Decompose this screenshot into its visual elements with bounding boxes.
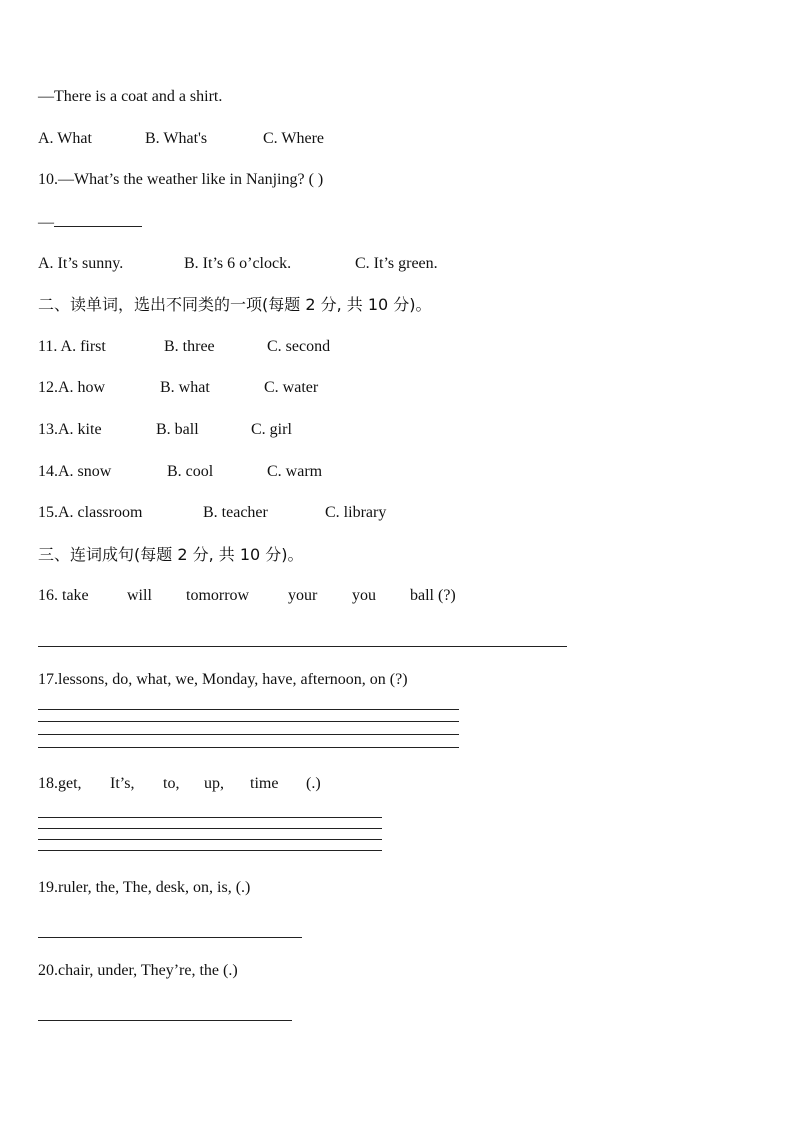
- q14-option-a: 14.A. snow: [38, 463, 112, 480]
- q18-answer-line-1[interactable]: [38, 817, 382, 818]
- q12-option-b: B. what: [160, 379, 210, 396]
- q18-word-3: to,: [163, 775, 180, 792]
- q16-word-4: your: [288, 587, 318, 604]
- q10-option-c: C. It’s green.: [355, 255, 438, 272]
- q18-answer-line-3[interactable]: [38, 839, 382, 840]
- q20-answer-line[interactable]: [38, 1020, 292, 1021]
- q14-row: [38, 462, 322, 482]
- q18-answer-line-4[interactable]: [38, 850, 382, 851]
- q18-word-5: time: [250, 775, 279, 792]
- q9-options: [38, 129, 324, 149]
- q9-option-c: C. Where: [263, 130, 325, 147]
- q15-option-b: B. teacher: [203, 504, 268, 521]
- q18-word-4: up,: [204, 775, 224, 792]
- section2-heading: 二、读单词，选出不同类的一项(每题 2 分, 共 10 分)。: [38, 295, 432, 314]
- q12-option-c: C. water: [264, 379, 319, 396]
- q16-word-3: tomorrow: [186, 587, 250, 604]
- q17-words: 17.lessons, do, what, we, Monday, have, afternoon, on (?): [38, 671, 408, 688]
- q9-option-a: A. What: [38, 130, 92, 147]
- q18-word-2: It’s,: [110, 775, 135, 792]
- q13-option-b: B. ball: [156, 421, 199, 438]
- q10-option-b: B. It’s 6 o’clock.: [184, 255, 292, 272]
- q10-option-a: A. It’s sunny.: [38, 255, 124, 272]
- q12-option-a: 12.A. how: [38, 379, 106, 396]
- q10-answer-line: [38, 212, 142, 233]
- q18-answer-line-2[interactable]: [38, 828, 382, 829]
- q16-words: [38, 586, 456, 606]
- q9-option-b: B. What's: [145, 130, 208, 147]
- q19-answer-line[interactable]: [38, 937, 302, 938]
- q17-answer-line-4[interactable]: [38, 747, 459, 748]
- q18-word-1: 18.get,: [38, 775, 82, 792]
- q10-options: [38, 254, 438, 274]
- q16-word-2: will: [127, 587, 152, 604]
- q12-row: [38, 378, 318, 398]
- q13-option-a: 13.A. kite: [38, 421, 102, 438]
- q16-word-6: ball (?): [410, 587, 456, 604]
- q16-word-1: 16. take: [38, 587, 89, 604]
- q10-blank[interactable]: [54, 212, 142, 227]
- q11-option-a: 11. A. first: [38, 338, 106, 355]
- q20-words: 20.chair, under, They’re, the (.): [38, 962, 238, 979]
- q10-prompt: 10.—What’s the weather like in Nanjing? ( ): [38, 171, 324, 188]
- q14-option-b: B. cool: [167, 463, 214, 480]
- q18-words: [38, 774, 321, 794]
- q13-row: [38, 420, 292, 440]
- q11-option-c: C. second: [267, 338, 331, 355]
- q13-option-c: C. girl: [251, 421, 292, 438]
- q16-word-5: you: [352, 587, 376, 604]
- q14-option-c: C. warm: [267, 463, 323, 480]
- q15-option-a: 15.A. classroom: [38, 504, 143, 521]
- q17-answer-line-2[interactable]: [38, 721, 459, 722]
- section3-heading: 三、连词成句(每题 2 分, 共 10 分)。: [38, 545, 304, 564]
- q18-word-6: (.): [306, 775, 321, 792]
- q16-answer-line[interactable]: [38, 646, 567, 647]
- q19-words: 19.ruler, the, The, desk, on, is, (.): [38, 879, 251, 896]
- q17-answer-line-3[interactable]: [38, 734, 459, 735]
- q17-answer-line-1[interactable]: [38, 709, 459, 710]
- q10-dash: —: [38, 214, 54, 231]
- q11-option-b: B. three: [164, 338, 215, 355]
- q11-row: [38, 337, 330, 357]
- q9-answer-text: —There is a coat and a shirt.: [38, 88, 223, 105]
- q15-row: [38, 503, 386, 523]
- q15-option-c: C. library: [325, 504, 387, 521]
